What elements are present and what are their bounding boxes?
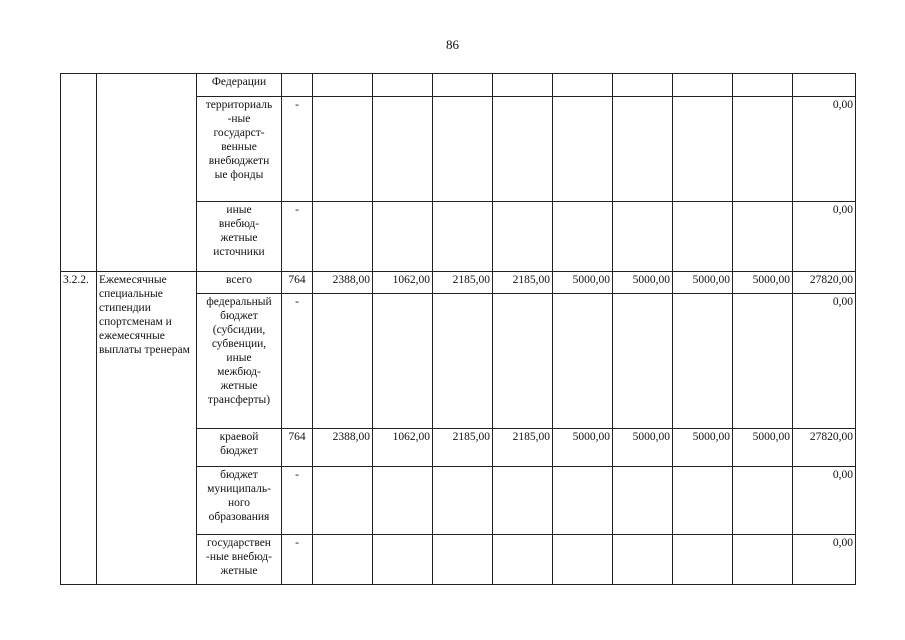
funding-source [197,272,282,294]
total-cell: 0,00 [793,467,856,535]
name-cell [97,74,197,272]
funding-source-line: жетные [220,232,258,244]
year-value-cell [313,467,373,535]
funding-source-line: Федерации [211,76,267,88]
year-value-cell [313,535,373,585]
code-cell: - [282,535,313,585]
total-cell [793,74,856,97]
year-value-cell [313,97,373,202]
year-value-cell [613,467,673,535]
funding-source-line: ые фонды [214,169,264,181]
year-value-cell [553,467,613,535]
year-value-cell [373,74,433,97]
funding-source [197,97,282,202]
total-cell: 27820,00 [793,272,856,294]
funding-source-line: трансферты) [207,394,271,406]
year-value-cell: 5000,00 [733,429,793,467]
funding-source [197,202,282,272]
year-value-cell [733,467,793,535]
year-value-cell [313,74,373,97]
total-cell: 27820,00 [793,429,856,467]
funding-source-line: жетные [220,380,258,392]
year-value-cell: 5000,00 [673,272,733,294]
total-cell: 0,00 [793,202,856,272]
year-value-cell [433,294,493,429]
year-value-cell: 5000,00 [733,272,793,294]
year-value-cell [373,294,433,429]
code-cell: 764 [282,429,313,467]
funding-source-line: жетные [220,565,258,577]
year-value-cell [733,97,793,202]
funding-source-line: государствен [207,537,271,549]
funding-source-line: территориаль [205,99,273,111]
funding-source-line: образования [208,511,270,523]
year-value-cell [673,535,733,585]
total-cell: 0,00 [793,97,856,202]
year-value-cell [733,74,793,97]
year-value-cell [373,467,433,535]
funding-source-line: краевой [219,431,259,443]
funding-source-line: всего [226,274,252,286]
funding-source-line: муниципаль- [207,483,271,495]
year-value-cell [673,97,733,202]
year-value-cell [493,467,553,535]
year-value-cell [313,202,373,272]
code-cell: 764 [282,272,313,294]
code-cell: - [282,467,313,535]
funding-source [197,294,282,429]
year-value-cell: 2185,00 [493,429,553,467]
year-value-cell [433,467,493,535]
year-value-cell [673,202,733,272]
year-value-cell [613,535,673,585]
total-cell: 0,00 [793,294,856,429]
year-value-cell: 5000,00 [553,272,613,294]
funding-source [197,467,282,535]
year-value-cell [733,294,793,429]
item-number: 3.2.2. [61,272,97,585]
year-value-cell: 2185,00 [433,429,493,467]
funding-source-line: межбюд- [217,366,261,378]
funding-source-line: -ные [227,113,251,125]
year-value-cell: 2388,00 [313,272,373,294]
code-cell: - [282,202,313,272]
year-value-cell [373,97,433,202]
funding-source-line: источники [213,246,265,258]
code-cell [282,74,313,97]
year-value-cell: 2185,00 [493,272,553,294]
funding-source-line: бюджет [220,469,258,481]
table-row [61,272,856,294]
funding-source-line: федеральный [206,296,272,308]
year-value-cell: 2185,00 [433,272,493,294]
year-value-cell [553,74,613,97]
year-value-cell [733,202,793,272]
year-value-cell [553,535,613,585]
year-value-cell: 1062,00 [373,272,433,294]
funding-source-line: ного [227,497,251,509]
funding-source-line: субвенции, [211,338,267,350]
year-value-cell: 5000,00 [613,429,673,467]
funding-source-line: венные [221,141,257,153]
year-value-cell [613,202,673,272]
funding-source-line: государст- [213,127,265,139]
code-cell: - [282,294,313,429]
table-row [61,74,856,97]
total-cell: 0,00 [793,535,856,585]
year-value-cell [433,74,493,97]
funding-source [197,74,282,97]
year-value-cell: 2388,00 [313,429,373,467]
number-cell [61,74,97,272]
year-value-cell [493,202,553,272]
year-value-cell [673,467,733,535]
budget-table [60,73,856,585]
item-name: Ежемесячные специальные стипендии спортсменам и ежемесячные выплаты тренерам [97,272,197,585]
year-value-cell [673,294,733,429]
code-cell: - [282,97,313,202]
year-value-cell [313,294,373,429]
page-number: 86 [446,37,459,52]
year-value-cell [553,294,613,429]
year-value-cell [493,294,553,429]
year-value-cell [613,97,673,202]
year-value-cell [493,74,553,97]
year-value-cell: 5000,00 [553,429,613,467]
year-value-cell [553,97,613,202]
year-value-cell [613,74,673,97]
year-value-cell: 1062,00 [373,429,433,467]
funding-source [197,429,282,467]
funding-source-line: (субсидии, [212,324,266,336]
year-value-cell [673,74,733,97]
funding-source-line: внебюджетн [208,155,270,167]
year-value-cell [553,202,613,272]
year-value-cell [733,535,793,585]
funding-source-line: бюджет [220,310,258,322]
year-value-cell: 5000,00 [613,272,673,294]
year-value-cell [493,97,553,202]
year-value-cell [373,202,433,272]
funding-source [197,535,282,585]
funding-source-line: иные [226,352,252,364]
funding-source-line: -ные внебюд- [206,551,272,563]
year-value-cell [433,202,493,272]
funding-source-line: внебюд- [218,218,260,230]
year-value-cell [433,97,493,202]
funding-source-line: иные [226,204,252,216]
year-value-cell [613,294,673,429]
year-value-cell [493,535,553,585]
year-value-cell [373,535,433,585]
funding-source-line: бюджет [220,445,258,457]
year-value-cell [433,535,493,585]
year-value-cell: 5000,00 [673,429,733,467]
